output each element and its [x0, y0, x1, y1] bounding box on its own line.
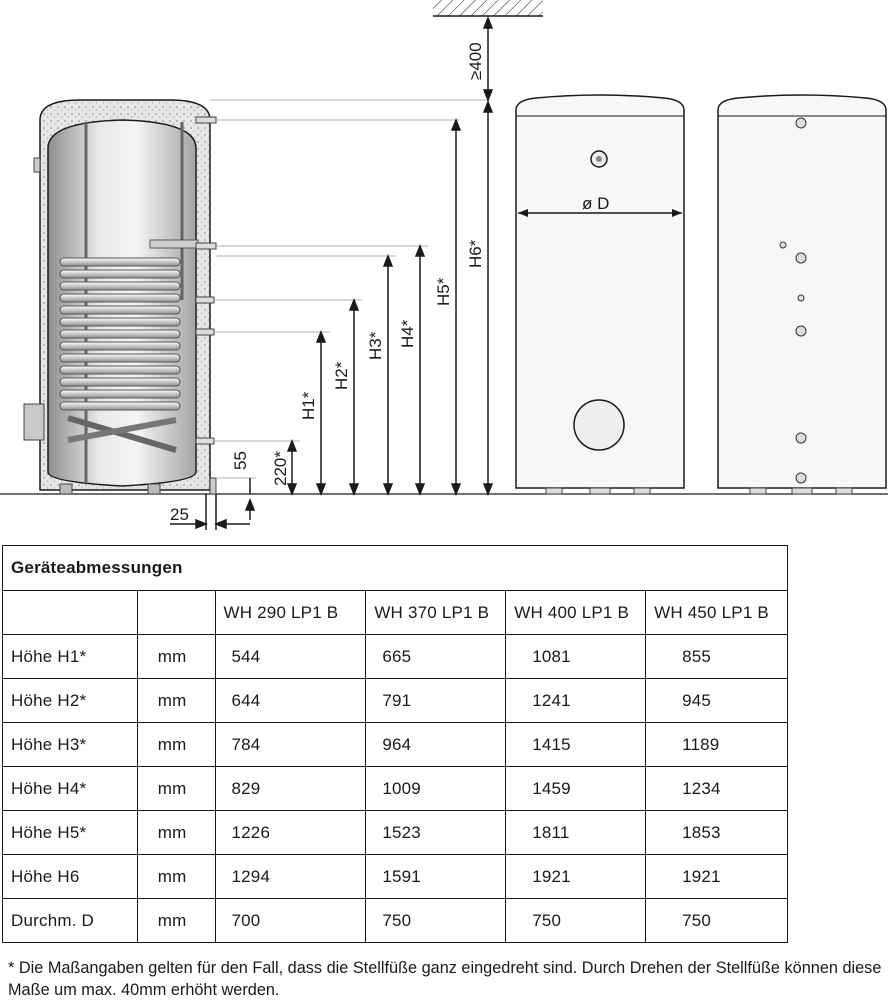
diameter-label: ø D — [582, 194, 610, 213]
table-cell: 945 — [646, 679, 788, 723]
row-unit: mm — [137, 679, 215, 723]
row-unit: mm — [137, 767, 215, 811]
row-unit: mm — [137, 855, 215, 899]
ceiling-clearance-label: ≥400 — [466, 42, 485, 80]
tank-cross-section — [24, 100, 216, 494]
table-cell: 784 — [215, 723, 366, 767]
table-row — [3, 679, 788, 723]
h4-label: H4* — [398, 319, 417, 348]
table-cell: 1226 — [215, 811, 366, 855]
table-cell: 1294 — [215, 855, 366, 899]
footnote: * Die Maßangaben gelten für den Fall, dass die Stellfüße ganz eingedreht sind. Durch Drehen der Stellfüße können diese Maße um max. 40mm erhöht werden. — [8, 959, 882, 999]
column-header — [137, 591, 215, 635]
column-header: WH 370 LP1 B — [366, 591, 506, 635]
table-cell: 644 — [215, 679, 366, 723]
row-label: Höhe H2* — [3, 679, 138, 723]
h6-label: H6* — [466, 239, 485, 268]
tank-side-view — [718, 95, 886, 494]
table-row — [3, 635, 788, 679]
table-row — [3, 811, 788, 855]
table-cell: 1921 — [506, 855, 646, 899]
column-header: WH 290 LP1 B — [215, 591, 366, 635]
table-cell: 1189 — [646, 723, 788, 767]
column-header: WH 450 LP1 B — [646, 591, 788, 635]
row-unit: mm — [137, 723, 215, 767]
tank-front-view — [516, 95, 684, 494]
table-cell: 544 — [215, 635, 366, 679]
table-row — [3, 899, 788, 943]
table-cell: 1591 — [366, 855, 506, 899]
column-header: WH 400 LP1 B — [506, 591, 646, 635]
row-unit: mm — [137, 635, 215, 679]
dim-25-label: 25 — [170, 505, 189, 524]
table-row — [3, 767, 788, 811]
table-cell: 1921 — [646, 855, 788, 899]
h5-label: H5* — [434, 277, 453, 306]
row-unit: mm — [137, 899, 215, 943]
ceiling — [433, 0, 543, 16]
column-header — [3, 591, 138, 635]
table-header-row — [3, 591, 788, 635]
table-cell: 1523 — [366, 811, 506, 855]
table-cell: 1853 — [646, 811, 788, 855]
table-cell: 1415 — [506, 723, 646, 767]
table-title: Geräteabmessungen — [3, 546, 788, 591]
table-row — [3, 855, 788, 899]
table-cell: 665 — [366, 635, 506, 679]
inspection-flange — [574, 400, 624, 450]
h2-label: H2* — [332, 361, 351, 390]
table-cell: 1009 — [366, 767, 506, 811]
table-cell: 1459 — [506, 767, 646, 811]
dimension-lines — [170, 18, 492, 530]
table-row — [3, 723, 788, 767]
table-cell: 750 — [366, 899, 506, 943]
dim-220-label: 220* — [271, 451, 290, 486]
row-label: Höhe H3* — [3, 723, 138, 767]
row-label: Höhe H4* — [3, 767, 138, 811]
row-label: Durchm. D — [3, 899, 138, 943]
dimensions-table — [2, 545, 788, 943]
table-cell: 750 — [646, 899, 788, 943]
table-cell: 1241 — [506, 679, 646, 723]
table-cell: 829 — [215, 767, 366, 811]
dim-55-label: 55 — [231, 451, 250, 470]
table-cell: 700 — [215, 899, 366, 943]
table-cell: 750 — [506, 899, 646, 943]
row-unit: mm — [137, 811, 215, 855]
row-label: Höhe H1* — [3, 635, 138, 679]
table-cell: 964 — [366, 723, 506, 767]
table-cell: 791 — [366, 679, 506, 723]
row-label: Höhe H6 — [3, 855, 138, 899]
table-cell: 1234 — [646, 767, 788, 811]
table-cell: 1081 — [506, 635, 646, 679]
table-cell: 1811 — [506, 811, 646, 855]
table-cell: 855 — [646, 635, 788, 679]
row-label: Höhe H5* — [3, 811, 138, 855]
h1-label: H1* — [299, 391, 318, 420]
h3-label: H3* — [366, 331, 385, 360]
